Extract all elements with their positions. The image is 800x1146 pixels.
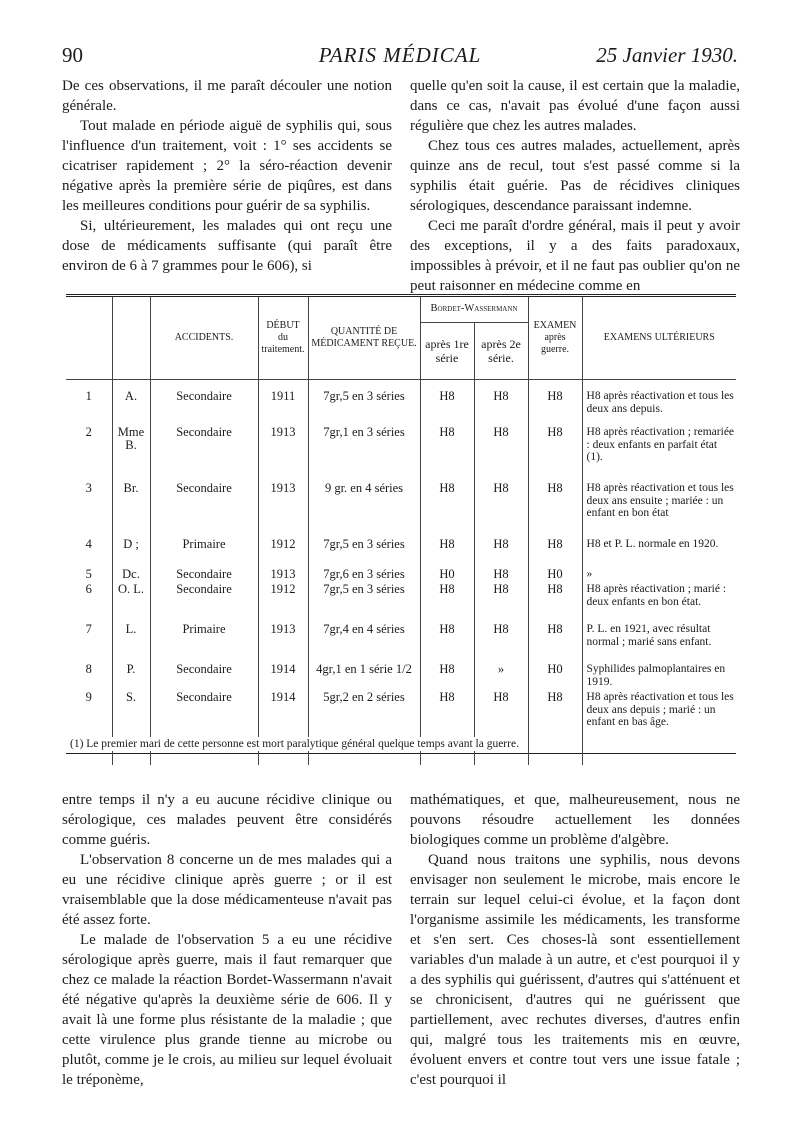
column-top-left — [62, 76, 392, 276]
bw-second-cell: H8 — [474, 388, 528, 424]
accidents-cell: Primaire — [150, 536, 258, 566]
debut-cell: 1913 — [258, 480, 308, 536]
patient-name: S. — [112, 689, 150, 765]
patient-name: O. L. — [112, 581, 150, 621]
ulterieurs-cell: H8 et P. L. normale en 1920. — [586, 538, 719, 550]
table-row — [66, 388, 736, 424]
accidents-cell: Primaire — [150, 621, 258, 661]
bw-second-cell: » — [474, 661, 528, 689]
paragraph: mathématiques, et que, malheureusement, nous ne pouvons résoudre actuellement les données biologiques comme un problème d'algèbre. — [410, 792, 740, 848]
table-row — [66, 689, 736, 765]
quantite-cell: 4gr,1 en 1 série 1/2 — [308, 661, 420, 689]
quantite-cell: 7gr,5 en 3 séries — [308, 536, 420, 566]
paragraph: Ceci me paraît d'ordre général, mais il peut y avoir des exceptions, il y a des faits paradoxaux, impossibles à prévoir, et il ne faut pas oublier qu'on ne peut raisonner en médecine comme en — [410, 218, 740, 294]
page-header — [62, 40, 738, 70]
debut-cell: 1911 — [258, 388, 308, 424]
obs-number: 3 — [66, 480, 112, 536]
debut-cell: 1912 — [258, 581, 308, 621]
bw-second-cell: H8 — [474, 480, 528, 536]
ulterieurs-cell: H8 après réactivation ; remariée : deux enfants en parfait état (1). — [586, 426, 735, 463]
table-row — [66, 661, 736, 689]
bw-second-cell: H8 — [474, 566, 528, 581]
paragraph: Tout malade en période aiguë de syphilis qui, sous l'influence d'un traitement, voit : 1° ses accidents se cicatriser rapidement ; 2° la séro-réaction devenir négative après la première série de piqûres, est dans les meilleures conditions pour guérir de sa syphilis. — [62, 118, 392, 214]
exam-cell: H8 — [528, 388, 582, 424]
header-name — [112, 297, 150, 380]
accidents-cell: Secondaire — [150, 566, 258, 581]
paragraph: De ces observations, il me paraît découler une notion générale. — [62, 78, 392, 114]
ulterieurs-cell: H8 après réactivation et tous les deux ans depuis. — [586, 390, 734, 415]
paragraph: Quand nous traitons une syphilis, nous devons envisager non seulement le microbe, mais encore le terrain sur lequel celui-ci évolue, et la façon dont l'organisme assimile les médicaments, les transforme et s'en sert. Ces choses-là sont essentiellement variables d'un malade à un autre, et c'est pourquoi il y a des syphilis qui guérissent, d'autres qui s'atténuent et se chronicisent, d'autres qui ne guérissent que partiellement, avec rechutes diverses, d'autres enfin qui, malgré tous les traitements mis en œuvre, évoluent envers et contre tout vers une issue fatale ; c'est pourquoi il — [410, 852, 740, 1088]
patient-name: Mme B. — [112, 424, 150, 480]
paragraph: Chez tous ces autres malades, actuellement, après quinze ans de recul, tout s'est passé comme si la syphilis était guérie. Pas de récidives cliniques sérologiques, descendance paraissant indemne. — [410, 138, 740, 214]
patient-name: L. — [112, 621, 150, 661]
bw-first-cell: H8 — [420, 661, 474, 689]
exam-cell: H8 — [528, 621, 582, 661]
quantite-cell: 7gr,1 en 3 séries — [308, 424, 420, 480]
bw-first-cell: H8 — [420, 424, 474, 480]
table-row — [66, 480, 736, 536]
accidents-cell: Secondaire — [150, 480, 258, 536]
accidents-cell: Secondaire — [150, 581, 258, 621]
ulterieurs-cell: P. L. en 1921, avec résultat normal ; marié sans enfant. — [586, 623, 712, 648]
quantite-cell: 5gr,2 en 2 séries — [308, 689, 420, 765]
bw-first-cell: H8 — [420, 689, 474, 765]
exam-cell: H0 — [528, 566, 582, 581]
bw-first-cell: H0 — [420, 566, 474, 581]
ulterieurs-cell: Syphilides palmoplantaires en 1919. — [586, 663, 726, 688]
header-quantite: QUANTITÉ DE MÉDICAMENT REÇUE. — [308, 297, 420, 380]
ulterieurs-cell: H8 après réactivation ; marié : deux enfants en bon état. — [586, 583, 727, 608]
bw-second-cell: H8 — [474, 621, 528, 661]
accidents-cell: Secondaire — [150, 424, 258, 480]
bw-first-cell: H8 — [420, 388, 474, 424]
ulterieurs-cell: » — [586, 568, 593, 580]
column-top-right — [410, 76, 740, 296]
quantite-cell: 7gr,4 en 4 séries — [308, 621, 420, 661]
obs-number: 5 — [66, 566, 112, 581]
header-bw-second: après 2e série. — [474, 322, 528, 379]
patient-name: P. — [112, 661, 150, 689]
obs-number: 7 — [66, 621, 112, 661]
journal-title: PARIS MÉDICAL — [318, 43, 482, 67]
observations-grid — [66, 297, 736, 765]
header-examen-apres-guerre: EXAMEN après guerre. — [528, 297, 582, 380]
paragraph: Si, ultérieurement, les malades qui ont reçu une dose de médicaments suffisante (qui paraît être environ de 6 à 7 grammes pour le 606), si — [62, 218, 392, 274]
bw-first-cell: H8 — [420, 536, 474, 566]
exam-cell: H8 — [528, 424, 582, 480]
obs-number: 2 — [66, 424, 112, 480]
debut-cell: 1913 — [258, 621, 308, 661]
bw-second-cell: H8 — [474, 536, 528, 566]
obs-number: 6 — [66, 581, 112, 621]
header-bw-first: après 1re série — [420, 322, 474, 379]
ulterieurs-cell: H8 après réactivation et tous les deux ans depuis ; marié : un enfant en bas âge. — [586, 691, 734, 728]
quantite-cell: 7gr,5 en 3 séries — [308, 581, 420, 621]
obs-number: 4 — [66, 536, 112, 566]
paragraph: quelle qu'en soit la cause, il est certain que la maladie, dans ce cas, n'avait pas évolué d'une façon aussi régulière que chez les autres malades. — [410, 78, 740, 134]
table-row — [66, 536, 736, 566]
table-row — [66, 621, 736, 661]
obs-number: 8 — [66, 661, 112, 689]
obs-number: 1 — [66, 388, 112, 424]
table-row — [66, 566, 736, 581]
ulterieurs-cell: H8 après réactivation et tous les deux ans ensuite ; mariée : un enfant en bon état — [586, 482, 734, 519]
exam-cell: H8 — [528, 581, 582, 621]
quantite-cell: 7gr,5 en 3 séries — [308, 388, 420, 424]
bw-first-cell: H8 — [420, 581, 474, 621]
header-bordet-wassermann: Bordet-Wassermann — [420, 297, 528, 322]
issue-date: 25 Janvier 1930. — [596, 43, 738, 67]
debut-cell: 1913 — [258, 566, 308, 581]
table-footnote: (1) Le premier mari de cette personne est mort paralytique général quelque temps avant la guerre. — [70, 737, 523, 751]
accidents-cell: Secondaire — [150, 661, 258, 689]
patient-name: D ; — [112, 536, 150, 566]
exam-cell: H8 — [528, 689, 582, 765]
column-bottom-left — [62, 790, 392, 1090]
exam-cell: H8 — [528, 480, 582, 536]
obs-number: 9 — [66, 689, 112, 765]
debut-cell: 1913 — [258, 424, 308, 480]
paragraph: L'observation 8 concerne un de mes malades qui a eu une récidive clinique après guerre ; or il est vraisemblable que la dose médicamenteuse n'avait pas été assez forte. — [62, 852, 392, 928]
quantite-cell: 9 gr. en 4 séries — [308, 480, 420, 536]
paragraph: Le malade de l'observation 5 a eu une récidive sérologique après guerre, mais il faut remarquer que chez ce malade la réaction Bordet-Wassermann n'avait été négative qu'après la deuxième série de 606. Il y avait là une forme plus résistante de la maladie ; que cette virulence plus grande tienne au microbe ou plutôt, comme je le crois, au milieu sur lequel évoluait le tréponème, — [62, 932, 392, 1088]
accidents-cell: Secondaire — [150, 388, 258, 424]
header-number — [66, 297, 112, 380]
column-bottom-right — [410, 790, 740, 1090]
patient-name: Dc. — [112, 566, 150, 581]
bw-first-cell: H8 — [420, 480, 474, 536]
quantite-cell: 7gr,6 en 3 séries — [308, 566, 420, 581]
bw-second-cell: H8 — [474, 581, 528, 621]
header-examens-ulterieurs: EXAMENS ULTÉRIEURS — [582, 297, 736, 380]
patient-name: A. — [112, 388, 150, 424]
accidents-cell: Secondaire — [150, 689, 258, 765]
bw-second-cell: H8 — [474, 424, 528, 480]
observations-table — [66, 294, 736, 754]
patient-name: Br. — [112, 480, 150, 536]
exam-cell: H0 — [528, 661, 582, 689]
debut-cell: 1912 — [258, 536, 308, 566]
exam-cell: H8 — [528, 536, 582, 566]
page-number: 90 — [62, 43, 83, 67]
bw-second-cell: H8 — [474, 689, 528, 765]
table-row — [66, 424, 736, 480]
header-debut: DÉBUT du traitement. — [258, 297, 308, 380]
paragraph: entre temps il n'y a eu aucune récidive clinique ou sérologique, ces malades peuvent être considérés comme guéris. — [62, 792, 392, 848]
table-row — [66, 581, 736, 621]
header-accidents: ACCIDENTS. — [150, 297, 258, 380]
bw-first-cell: H8 — [420, 621, 474, 661]
debut-cell: 1914 — [258, 661, 308, 689]
debut-cell: 1914 — [258, 689, 308, 765]
